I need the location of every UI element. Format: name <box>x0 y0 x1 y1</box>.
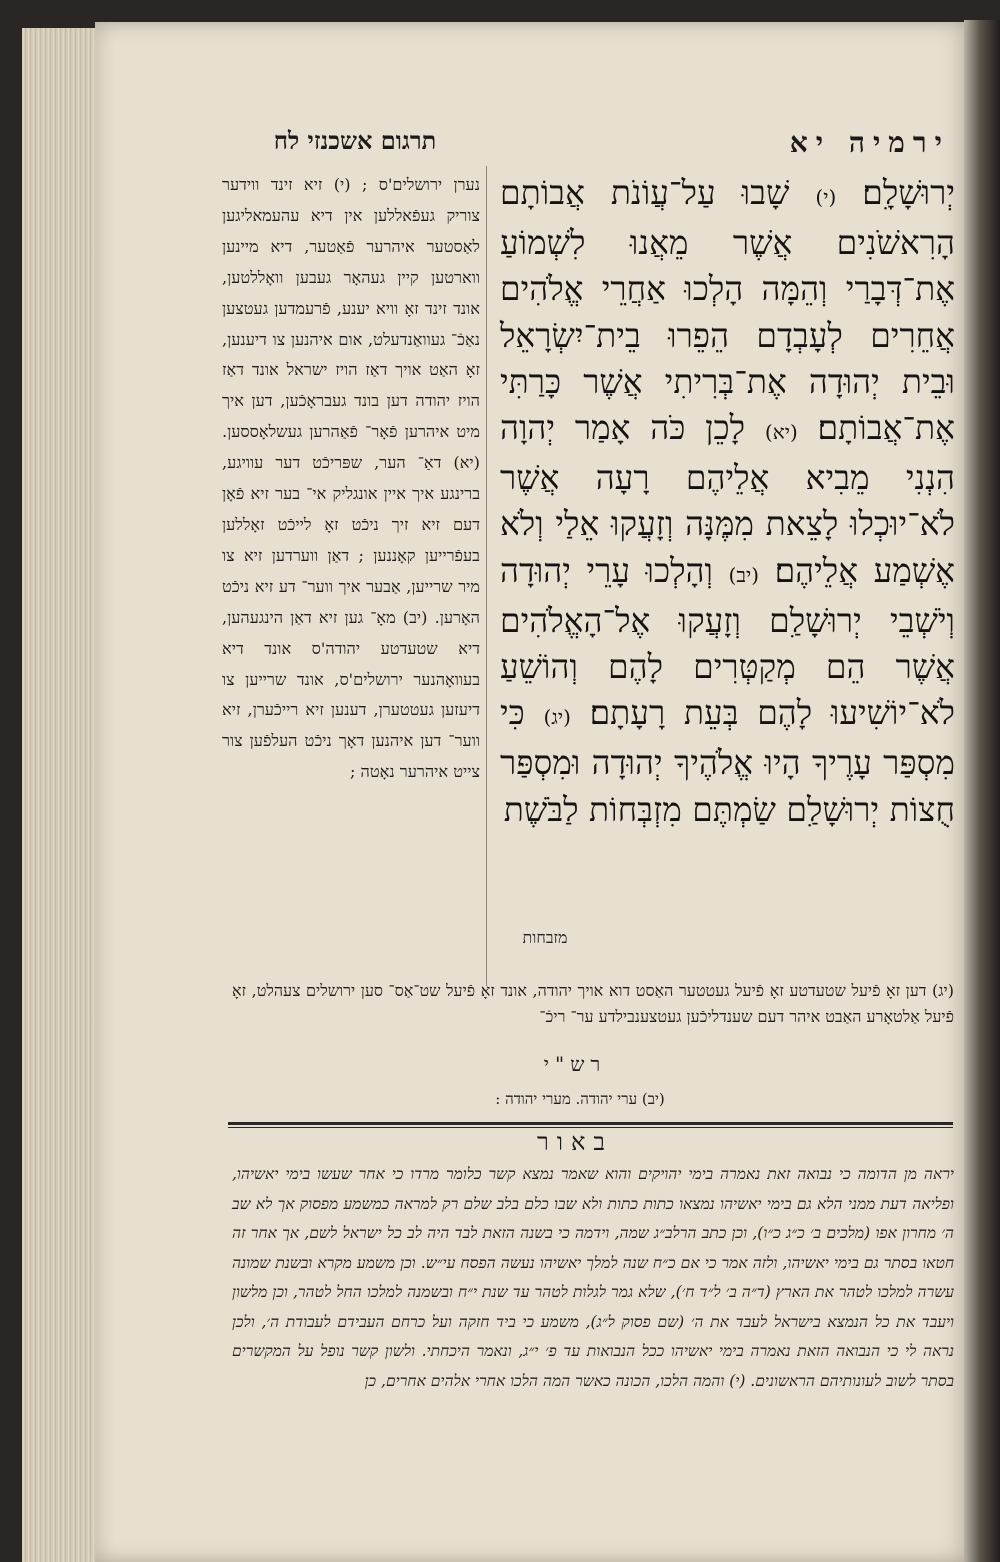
biur-commentary: יראה מן הדומה כי נבואה זאת נאמרה בימי יהויקים והוא שאמר נמצא קשר כלומר מרדו כי אחר שעשו בימי יאשיהו, ופליאה דעת ממני הלא גם בימי יאשיהו נמצאו כתות כתות ולא שבו כלם בלב שלם רק למראה כמשמע מפסוק אך לא שב ה׳ מחרון אפו (מלכים ב׳ כ״ג כ״ו), וכן כתב הרלב״ג שמה, וידמה כי בשנה הזאת לבד היה לב כל ישראל לשם, אך אחר זה חטאו בסתר גם בימי יאשיהו, ולזה אמר כי אם כ״ח שנה למלך יאשיהו נעשה הפסח עי״ש. וכן משמע מקרא ובשנת שמונה עשרה למלכו לטהר את הארץ (ד״ה ב׳ ל״ד ח׳), שלא גמר לגלות לטהר עד שנת י״ח ובשמנה למלכו החל לטהר, וכן מלשון ויעבד את כל הנמצא בישראל לעבד את ה׳ (שם פסוק ל״ג), משמע כי ביד חזקה ועל כרחם העבידם לעבודת ה׳, ולכן נראה לי כי הנבואה הזאת נאמרה בימי יאשיהו ככל הנבואות עד פ׳ י״ג, ונאמר היכחתי. ולשון קשר נופל על המקשרים בסתר לשוב לעונותיהם הראשונים. (י) והמה הלכו, הכונה כאשר המה הלכו אחרי אלהים אחרים, כן <box>232 1165 954 1390</box>
hebrew-bible-text <box>500 170 955 910</box>
running-head-translation: תרגום אשכנזי לח <box>273 126 437 155</box>
section-rule <box>228 1122 953 1125</box>
binding-gutter <box>964 20 1000 1562</box>
page-stack-edge <box>22 28 102 1562</box>
german-translation-column: נערן ירושלים'ס ; (י) זיא זינד ווידער צוריק געפֿאללען אין דיא עהעמאליגען לאַסטער איהרער פֿאַטער, דיא מיינען ווארטען קיין געהאָר געבען וואָללטען, אונד זינד זאָ וויא יענע, פֿרעמדען געטצען נאַכֿ־ געוואַנדעלט, אום איהנען צו דיענען, זאָ האַט אויך דאַז הויז ישראל אונד דאַז הויז יהודה דען בונד געבראָכֿען, דען איך מיט איהרען פֿאָר־ פֿאַהרען געשלאָססען. (יא) דאַ־ הער, שפּריכֿט דער עוויגע, ברינגע איך איין אונגליק אי־ בער זיא פֿאָן דעם זיא זיך ניכֿט זאָ לייכֿט זאָללען בעפֿרייען קאָננען ; דאַן ווערדען זיא צו מיר שרייען, אַבער איך ווער־ דע זיא ניכֿט האָרען. (יב) מאָ־ גען זיא דאַן הינגעהען, דיא שטעדטע יהודה'ס אונד דיא בעוואָהנער ירושלים'ס, אונד שרייען צו דיעזען געטטערן, דענען זיא רייכֿערן, זיא ווער־ דען איהנען דאָך ניכֿט העלפֿען צור צייט איהרער נאָטה ; <box>222 175 480 782</box>
verse-text: לָכֵן כֹּה אָמַר יְהוָה הִנְנִי מֵבִיא אֲלֵיהֶם רָעָה אֲשֶׁר לֹא־יוּכְלוּ לָצֵאת מִמֶּנָּה וְזָעֲקוּ אֵלַי וְלֹא אֶשְׁמַע אֲלֵיהֶם׃ <box>500 408 955 590</box>
verse-text: כִּי מִסְפַּר עָרֶיךָ הָיוּ אֱלֹהֶיךָ יְהוּדָה וּמִסְפַּר חֻצוֹת יְרוּשָׁלִַם שַׂמְתֶּם מִזְבְּחוֹת לַבֹּשֶׁת <box>500 693 955 829</box>
verse-text: וְהָלְכוּ עָרֵי יְהוּדָה וְיֹשְׁבֵי יְרוּשָׁלִַם וְזָעֲקוּ אֶל־הָאֱלֹהִים אֲשֶׁר הֵם מְקַטְּרִים לָהֶם וְהוֹשֵׁעַ לֹא־יוֹשִׁיעוּ לָהֶם בְּעֵת רָעָתָם׃ <box>500 550 955 733</box>
verse-text: שָׁבוּ עַל־עֲוֹנֹת אֲבוֹתָם הָרִאשֹׁנִים אֲשֶׁר מֵאֲנוּ לִשְׁמוֹעַ אֶת־דְּבָרַי וְהֵמָּה הָלְכוּ אַחֲרֵי אֱלֹהִים אֲחֵרִים לְעָבְדָם הֵפֵרוּ בֵית־יִשְׂרָאֵל וּבֵית יְהוּדָה אֶת־בְּרִיתִי אֲשֶׁר כָּרַתִּי אֶת־אֲבוֹתָם׃ <box>500 173 955 448</box>
rashi-commentary: (יב) ערי יהודה. מערי יהודה : <box>495 1090 665 1108</box>
verse-number: (יא) <box>764 420 798 445</box>
catchword: מזבחות <box>522 928 568 947</box>
verse-block <box>500 170 955 833</box>
verse-number: (י) <box>815 185 837 209</box>
verse-number: (יב) <box>728 562 760 587</box>
column-divider <box>486 166 487 986</box>
verse-lead: יְרוּשָׁלִָם׃ <box>862 173 955 212</box>
biur-heading: באור <box>537 1128 613 1156</box>
running-head-book: ירמיה יא <box>789 126 950 159</box>
rashi-heading: רש"י <box>543 1052 607 1076</box>
verse-number: (יג) <box>543 705 571 730</box>
translation-continuation: (יג) דען זאָ פֿיעל שטעדטע זאָ פֿיעל געטטער האַסט דוא אויך יהודה, אונד זאָ פֿיעל שט־אַס־ סען ירושלים צעהלט, זאָ פֿיעל אַלטאָרע האַבט איהר דעם שענדליכֿען געטצענבילדע ער־ ריכֿ־ <box>232 981 954 1026</box>
